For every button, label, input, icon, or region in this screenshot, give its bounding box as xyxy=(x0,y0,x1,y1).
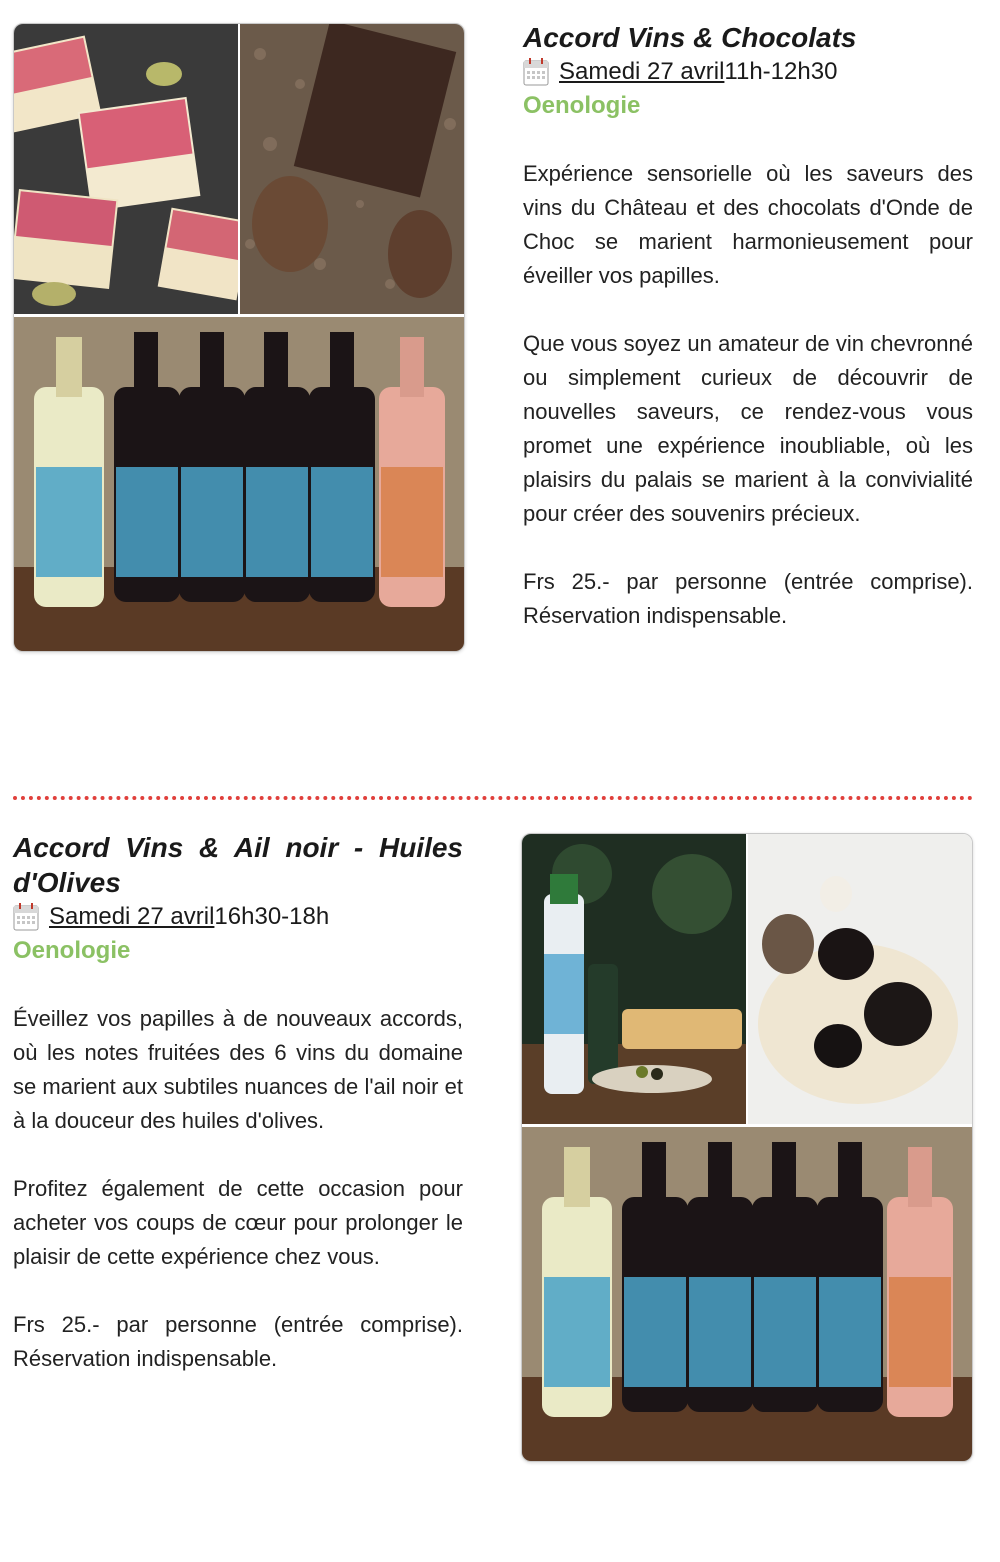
photo-wine-bottles xyxy=(14,317,464,651)
event-details xyxy=(13,830,463,1376)
event-title: Accord Vins & Chocolats xyxy=(523,22,857,53)
photo-dark-chocolate-cacao xyxy=(240,24,464,314)
price-paragraph: Frs 25.- par personne (entrée comprise). Réservation indispensable. xyxy=(523,569,973,628)
event-time: 16h30-18h xyxy=(214,903,330,930)
event-category: Oenologie xyxy=(523,92,641,119)
date-link[interactable]: Samedi 27 avril xyxy=(49,903,215,930)
event-category: Oenologie xyxy=(13,937,131,964)
event-time: 11h-12h30 xyxy=(724,58,838,85)
calendar-icon xyxy=(523,58,549,86)
description-paragraph: Profitez également de cette occasion pour acheter vos coups de cœur pour prolonger le plaisir de cette expérience chez vous. xyxy=(13,1176,463,1269)
price-paragraph: Frs 25.- par personne (entrée comprise). Réservation indispensable. xyxy=(13,1312,463,1371)
photo-black-garlic xyxy=(748,834,972,1124)
description-paragraph: Que vous soyez un amateur de vin chevronné ou simplement curieux de découvrir de nouvelles saveurs, ce rendez-vous vous promet une expérience inoubliable, où les plaisirs du palais se marient à la convivialité pour créer des souvenirs précieux. xyxy=(523,331,973,526)
calendar-icon xyxy=(13,903,39,931)
photo-collage-chocolats xyxy=(13,23,465,652)
photo-pink-chocolates xyxy=(14,24,238,314)
photo-collage-ail-noir xyxy=(521,833,973,1462)
event-chocolats xyxy=(0,0,1000,760)
photo-wine-bottles xyxy=(522,1127,972,1461)
event-date xyxy=(523,55,973,89)
event-date xyxy=(13,900,463,934)
date-link[interactable]: Samedi 27 avril xyxy=(559,58,725,85)
event-details xyxy=(523,20,973,633)
description-paragraph: Expérience sensorielle où les saveurs des vins du Château et des chocolats d'Onde de Choc se marient harmonieusement pour éveiller vos papilles. xyxy=(523,161,973,288)
description-paragraph: Éveillez vos papilles à de nouveaux accords, où les notes fruitées des 6 vins du domaine se marient aux subtiles nuances de l'ail noir et à la douceur des huiles d'olives. xyxy=(13,1006,463,1133)
event-ail-noir xyxy=(0,810,1000,1510)
photo-olive-oil xyxy=(522,834,746,1124)
event-title: Accord Vins & Ail noir - Huiles d'Olives xyxy=(13,832,463,898)
dotted-separator xyxy=(13,796,973,800)
